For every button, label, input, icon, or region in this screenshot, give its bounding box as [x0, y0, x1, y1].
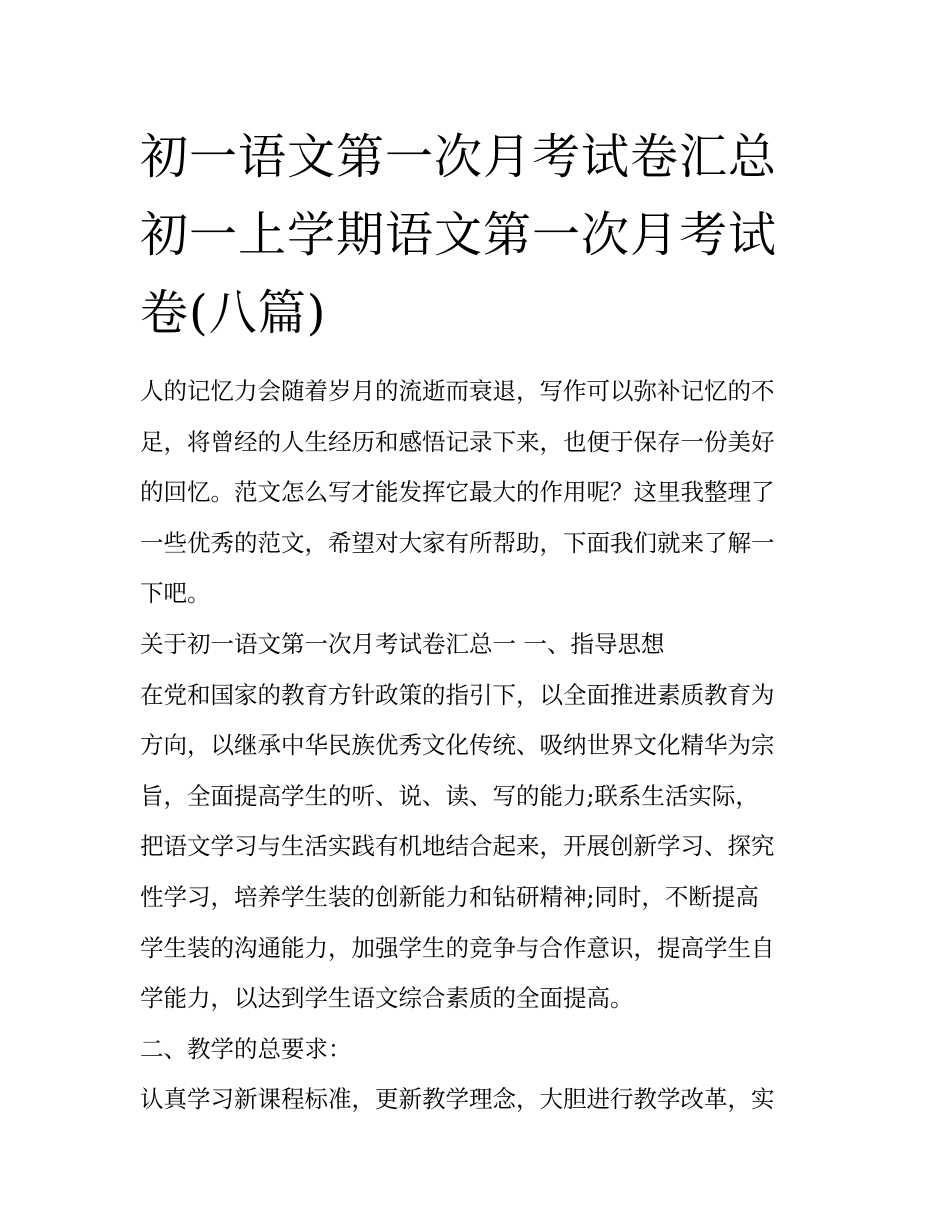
body-line: 旨，全面提高学生的听、说、读、写的能力;联系生活实际，: [140, 781, 759, 810]
body-line: 人的记忆力会随着岁月的流逝而衰退，写作可以弥补记忆的不: [140, 377, 775, 405]
body-line: 把语文学习与生活实践有机地结合起来，开展创新学习、探究: [140, 832, 775, 861]
body-line: 在党和国家的教育方针政策的指引下，以全面推进素质教育为: [140, 680, 775, 709]
section-heading: 关于初一语文第一次月考试卷汇总一 一、指导思想: [140, 629, 665, 658]
document-page: [140, 118, 820, 1125]
body-line: 足，将曾经的人生经历和感悟记录下来，也便于保存一份美好: [140, 427, 775, 456]
body-line: 一些优秀的范文，希望对大家有所帮助，下面我们就来了解一: [140, 528, 775, 557]
title-line: 初一语文第一次月考试卷汇总: [140, 129, 778, 185]
body-line: 方向，以继承中华民族优秀文化传统、吸纳世界文化精华为宗: [140, 731, 775, 760]
body-line: 下吧。: [140, 579, 211, 608]
title-line: 卷(八篇): [140, 285, 327, 341]
body-line: 认真学习新课程标准，更新教学理念，大胆进行教学改革，实: [140, 1085, 775, 1114]
body-line: 性学习，培养学生装的创新能力和钻研精神;同时，不断提高: [140, 882, 759, 911]
document-title: [140, 118, 800, 352]
section-heading: 二、教学的总要求：: [140, 1034, 352, 1063]
title-line: 初一上学期语文第一次月考试: [140, 207, 778, 263]
document-body: [140, 366, 820, 1125]
body-line: 学生装的沟通能力，加强学生的竞争与合作意识，提高学生自: [140, 933, 775, 962]
body-line: 学能力，以达到学生语文综合素质的全面提高。: [140, 984, 634, 1013]
body-line: 的回忆。范文怎么写才能发挥它最大的作用呢？这里我整理了: [140, 478, 775, 507]
